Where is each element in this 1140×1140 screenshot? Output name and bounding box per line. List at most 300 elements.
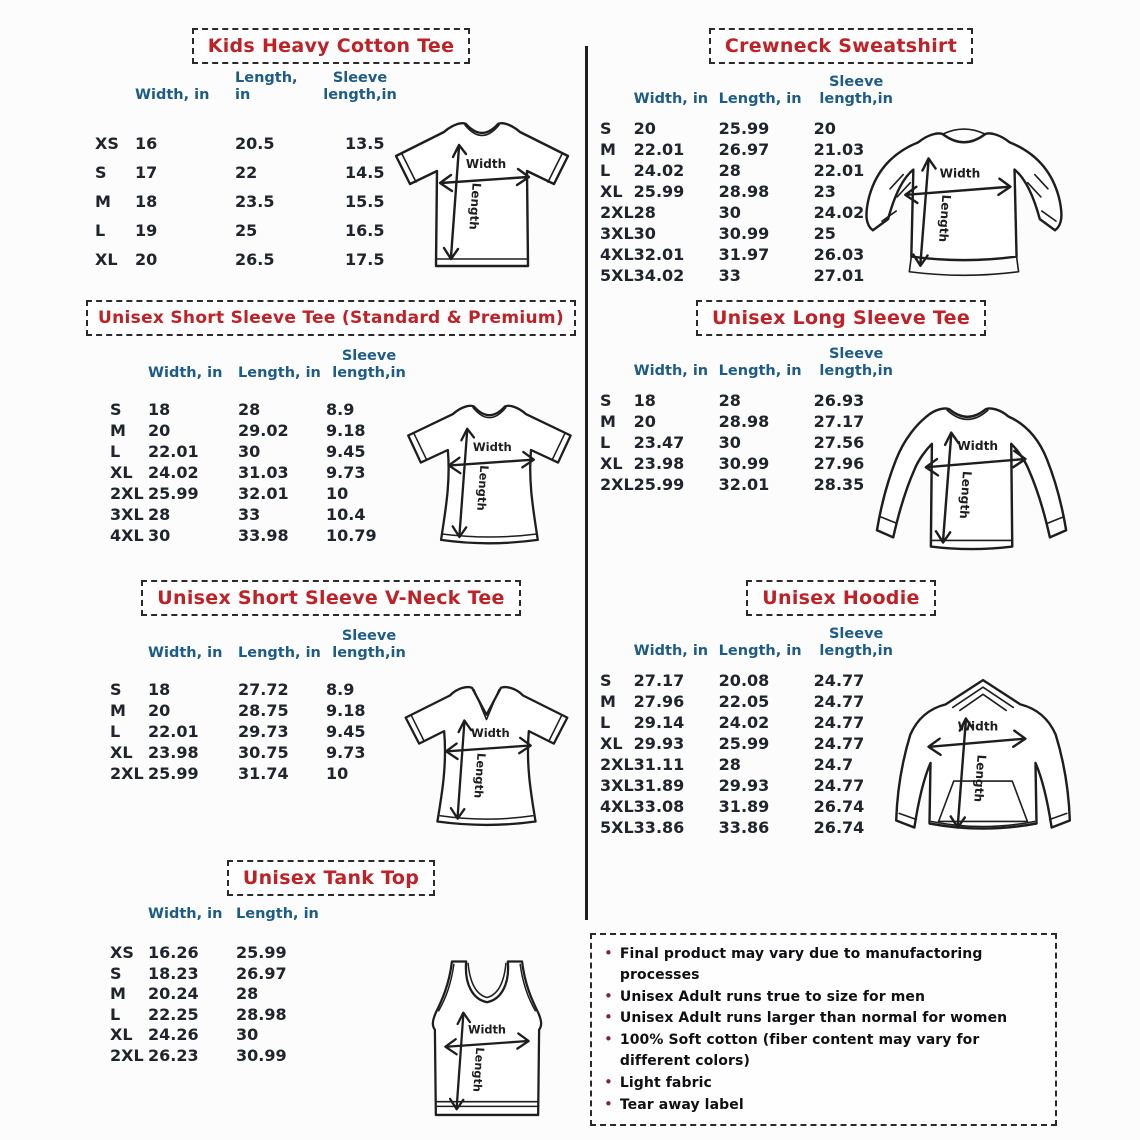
measurement-value: 28 bbox=[718, 391, 741, 411]
measurement-value: 18 bbox=[148, 680, 171, 700]
section-title: Unisex Short Sleeve V-Neck Tee bbox=[141, 580, 520, 616]
measurement-value: 30.75 bbox=[238, 743, 289, 763]
size-label: L bbox=[110, 442, 121, 462]
size-label: L bbox=[95, 221, 106, 241]
table-row bbox=[600, 244, 899, 265]
size-label: S bbox=[95, 163, 107, 183]
column-header: Width, in bbox=[148, 644, 223, 661]
measurement-value: 10 bbox=[326, 764, 349, 784]
measurement-value: 16.26 bbox=[148, 943, 199, 963]
size-label: XL bbox=[600, 454, 623, 474]
measurement-value: 32.01 bbox=[633, 245, 685, 265]
size-label: L bbox=[110, 722, 121, 742]
section-unisex-short-sleeve-tee bbox=[85, 300, 577, 572]
table-row bbox=[110, 420, 412, 441]
section-title: Unisex Short Sleeve Tee (Standard & Premium) bbox=[86, 300, 576, 336]
measurement-value: 8.9 bbox=[326, 400, 355, 420]
measurement-value: 24.02 bbox=[633, 161, 685, 181]
measurement-value: 26.03 bbox=[813, 245, 865, 265]
header-row bbox=[600, 74, 899, 118]
measurement-value: 26.97 bbox=[718, 140, 770, 160]
measurement-value: 22.01 bbox=[148, 442, 199, 462]
hoodie-table bbox=[600, 626, 899, 838]
column-header: Width, in bbox=[148, 906, 223, 922]
measurement-value: 28.98 bbox=[236, 1004, 287, 1024]
width-arrow-label: Width bbox=[471, 725, 510, 740]
measurement-value: 16.5 bbox=[345, 221, 385, 241]
table-row bbox=[600, 796, 899, 817]
corner-cell bbox=[110, 906, 148, 943]
hoodie-illustration bbox=[877, 672, 1089, 869]
width-arrow-label: Width bbox=[467, 1022, 507, 1037]
measurement-value: 17 bbox=[135, 163, 158, 183]
kids-tee-table bbox=[95, 70, 403, 274]
measurement-value: 27.96 bbox=[813, 454, 865, 474]
column-header: Width, in bbox=[633, 362, 709, 379]
measurement-value: 24.77 bbox=[813, 692, 865, 712]
size-label: 2XL bbox=[110, 484, 144, 504]
measurement-value: 33.98 bbox=[238, 526, 289, 546]
width-arrow-label: Width bbox=[465, 157, 507, 171]
table-row bbox=[600, 265, 899, 286]
measurement-value: 20 bbox=[813, 119, 836, 139]
measurement-value: 25.99 bbox=[148, 484, 199, 504]
crewneck-table bbox=[600, 74, 899, 286]
measurement-value: 29.93 bbox=[633, 734, 685, 754]
note-item bbox=[604, 986, 1045, 1008]
measurement-value: 20 bbox=[633, 119, 656, 139]
table-row bbox=[110, 721, 412, 742]
size-label: 3XL bbox=[600, 776, 634, 796]
column-header: Sleeve length,in bbox=[323, 70, 397, 103]
measurement-value: 30.99 bbox=[718, 454, 770, 474]
measurement-value: 25 bbox=[235, 221, 258, 241]
note-text: Unisex Adult runs larger than normal for women bbox=[619, 1010, 1008, 1027]
section-title-row bbox=[595, 580, 1087, 616]
measurement-value: 28 bbox=[718, 161, 741, 181]
size-label: 4XL bbox=[110, 526, 144, 546]
size-table bbox=[110, 348, 412, 546]
size-label: 2XL bbox=[600, 475, 634, 495]
measurement-value: 23.5 bbox=[235, 192, 275, 212]
sweatshirt-illustration bbox=[857, 122, 1081, 294]
table-row bbox=[600, 160, 899, 181]
column-header: Sleeve length,in bbox=[819, 626, 893, 659]
measurement-value: 24.02 bbox=[813, 203, 865, 223]
corner-cell bbox=[600, 74, 634, 118]
measurement-value: 28.98 bbox=[718, 182, 770, 202]
size-label: 2XL bbox=[600, 755, 634, 775]
measurement-value: 26.5 bbox=[235, 250, 275, 270]
column-header: Length, in bbox=[718, 642, 802, 659]
column-header: Length, in bbox=[236, 906, 319, 922]
width-arrow-label: Width bbox=[939, 166, 981, 181]
measurement-value: 22.01 bbox=[813, 161, 865, 181]
size-label: 2XL bbox=[600, 203, 634, 223]
size-label: XL bbox=[110, 743, 133, 763]
width-arrow-label: Width bbox=[472, 439, 512, 454]
measurement-value: 23.47 bbox=[633, 433, 685, 453]
size-label: 2XL bbox=[110, 1045, 144, 1065]
column-header: Width, in bbox=[148, 364, 223, 381]
column-header: Length, in bbox=[718, 90, 802, 107]
width-arrow-label: Width bbox=[957, 438, 999, 453]
measurement-value: 25.99 bbox=[718, 119, 770, 139]
measurement-value: 24.77 bbox=[813, 671, 865, 691]
measurement-value: 21.03 bbox=[813, 140, 865, 160]
table-row bbox=[110, 1025, 326, 1046]
table-row bbox=[600, 691, 899, 712]
table-row bbox=[110, 441, 412, 462]
column-header: Length, in bbox=[235, 70, 298, 103]
header-row bbox=[600, 626, 899, 670]
column-header: Sleeve length,in bbox=[819, 346, 893, 379]
length-arrow-label: Length bbox=[971, 754, 989, 803]
size-label: L bbox=[600, 161, 611, 181]
table-row bbox=[110, 963, 326, 984]
measurement-value: 33 bbox=[718, 266, 741, 286]
measurement-value: 14.5 bbox=[345, 163, 385, 183]
measurement-value: 27.96 bbox=[633, 692, 685, 712]
section-title-row bbox=[595, 300, 1087, 336]
section-hoodie bbox=[595, 580, 1087, 870]
corner-cell bbox=[110, 348, 148, 399]
size-label: 5XL bbox=[600, 266, 634, 286]
table-row bbox=[600, 181, 899, 202]
measurement-value: 31.89 bbox=[718, 797, 770, 817]
section-title-row bbox=[85, 300, 577, 336]
measurement-value: 20.24 bbox=[148, 984, 199, 1004]
measurement-value: 18 bbox=[148, 400, 171, 420]
size-label: M bbox=[110, 984, 126, 1004]
measurement-value: 28.75 bbox=[238, 701, 289, 721]
measurement-value: 18 bbox=[633, 391, 656, 411]
measurement-value: 33 bbox=[238, 505, 261, 525]
measurement-value: 24.26 bbox=[148, 1025, 199, 1045]
size-label: XS bbox=[110, 943, 134, 963]
table-row bbox=[600, 118, 899, 139]
measurement-value: 28 bbox=[148, 505, 171, 525]
measurement-value: 26.74 bbox=[813, 818, 865, 838]
measurement-value: 24.77 bbox=[813, 776, 865, 796]
measurement-value: 24.02 bbox=[718, 713, 770, 733]
column-header: Width, in bbox=[633, 642, 709, 659]
table-row bbox=[110, 742, 412, 763]
size-label: XS bbox=[95, 134, 119, 154]
measurement-value: 26.93 bbox=[813, 391, 865, 411]
measurement-value: 19 bbox=[135, 221, 158, 241]
measurement-value: 23 bbox=[813, 182, 836, 202]
header-row bbox=[110, 348, 412, 399]
measurement-value: 25.99 bbox=[633, 182, 685, 202]
header-row bbox=[110, 906, 326, 943]
measurement-value: 28 bbox=[718, 755, 741, 775]
measurement-value: 9.45 bbox=[326, 722, 366, 742]
size-label: M bbox=[110, 701, 126, 721]
size-label: S bbox=[110, 963, 122, 983]
measurement-value: 32.01 bbox=[718, 475, 770, 495]
corner-cell bbox=[600, 626, 634, 670]
vneck-tee-table bbox=[110, 628, 412, 784]
note-text: Tear away label bbox=[619, 1096, 744, 1113]
table-row bbox=[95, 158, 403, 187]
size-table bbox=[110, 628, 412, 784]
note-item bbox=[604, 1072, 1045, 1094]
measurement-value: 9.18 bbox=[326, 421, 366, 441]
size-label: S bbox=[600, 119, 612, 139]
standard-tee-table bbox=[110, 348, 412, 546]
corner-cell bbox=[600, 346, 634, 390]
table-row bbox=[110, 1004, 326, 1025]
table-row bbox=[110, 1045, 326, 1066]
measurement-value: 9.73 bbox=[326, 743, 366, 763]
length-arrow-label: Length bbox=[471, 752, 489, 799]
note-text: Unisex Adult runs true to size for men bbox=[619, 988, 926, 1005]
size-label: M bbox=[600, 692, 616, 712]
table-row bbox=[110, 984, 326, 1005]
table-row bbox=[600, 775, 899, 796]
measurement-value: 26.74 bbox=[813, 797, 865, 817]
table-row bbox=[600, 223, 899, 244]
table-row bbox=[110, 700, 412, 721]
measurement-value: 25.99 bbox=[718, 734, 770, 754]
size-label: M bbox=[95, 192, 111, 212]
measurement-value: 23.98 bbox=[148, 743, 199, 763]
measurement-value: 23.98 bbox=[633, 454, 685, 474]
table-row bbox=[600, 754, 899, 775]
measurement-value: 20 bbox=[135, 250, 158, 270]
column-header: Sleeve length,in bbox=[332, 628, 406, 661]
table-row bbox=[95, 187, 403, 216]
measurement-value: 9.73 bbox=[326, 463, 366, 483]
measurement-value: 8.9 bbox=[326, 680, 355, 700]
measurement-value: 17.5 bbox=[345, 250, 385, 270]
measurement-value: 30 bbox=[238, 442, 261, 462]
measurement-value: 31.11 bbox=[633, 755, 685, 775]
section-title: Kids Heavy Cotton Tee bbox=[192, 28, 471, 64]
section-title-row bbox=[85, 860, 577, 896]
note-text: Final product may vary due to manufactoring processes bbox=[619, 946, 983, 983]
measurement-value: 33.86 bbox=[718, 818, 770, 838]
measurement-value: 20.08 bbox=[718, 671, 770, 691]
section-title-row bbox=[595, 28, 1087, 64]
measurement-value: 30.99 bbox=[236, 1045, 287, 1065]
measurement-value: 31.74 bbox=[238, 764, 289, 784]
note-item bbox=[604, 1029, 1045, 1072]
measurement-value: 18 bbox=[135, 192, 158, 212]
measurement-value: 24.02 bbox=[148, 463, 199, 483]
measurement-value: 29.93 bbox=[718, 776, 770, 796]
size-label: XL bbox=[600, 182, 623, 202]
section-crewneck-sweatshirt bbox=[595, 28, 1087, 294]
measurement-value: 28.35 bbox=[813, 475, 865, 495]
note-item bbox=[604, 1007, 1045, 1029]
bullet-dot: • bbox=[604, 944, 613, 962]
section-title: Unisex Hoodie bbox=[746, 580, 935, 616]
longsleeve-tee-illustration bbox=[853, 396, 1083, 574]
table-row bbox=[110, 504, 412, 525]
measurement-value: 29.14 bbox=[633, 713, 685, 733]
measurement-value: 20 bbox=[148, 421, 171, 441]
section-vneck-tee bbox=[85, 580, 577, 852]
column-header: Length, in bbox=[718, 362, 802, 379]
measurement-value: 29.73 bbox=[238, 722, 289, 742]
measurement-value: 10.4 bbox=[326, 505, 366, 525]
measurement-value: 9.18 bbox=[326, 701, 366, 721]
measurement-value: 25.99 bbox=[236, 943, 287, 963]
measurement-value: 20.5 bbox=[235, 134, 275, 154]
measurement-value: 28 bbox=[236, 984, 259, 1004]
size-label: XL bbox=[110, 463, 133, 483]
size-label: XL bbox=[110, 1025, 133, 1045]
size-table bbox=[110, 906, 326, 1066]
header-row bbox=[110, 628, 412, 679]
table-row bbox=[600, 712, 899, 733]
note-item bbox=[604, 943, 1045, 986]
measurement-value: 16 bbox=[135, 134, 158, 154]
bullet-dot: • bbox=[604, 986, 613, 1005]
size-label: L bbox=[110, 1004, 121, 1024]
size-table bbox=[600, 74, 899, 286]
size-label: M bbox=[600, 412, 616, 432]
measurement-value: 24.7 bbox=[813, 755, 854, 775]
table-row bbox=[600, 733, 899, 754]
measurement-value: 27.17 bbox=[813, 412, 865, 432]
section-title: Crewneck Sweatshirt bbox=[709, 28, 973, 64]
tshirt-illustration bbox=[387, 108, 577, 290]
measurement-value: 26.97 bbox=[236, 963, 287, 983]
product-notes-box bbox=[590, 933, 1057, 1126]
table-row bbox=[110, 763, 412, 784]
section-title: Unisex Long Sleeve Tee bbox=[696, 300, 986, 336]
corner-cell bbox=[110, 628, 148, 679]
section-kids-heavy-cotton-tee bbox=[85, 28, 577, 294]
vneck-tee-illustration bbox=[397, 672, 575, 846]
size-table bbox=[600, 626, 899, 838]
measurement-value: 18.23 bbox=[148, 963, 199, 983]
table-row bbox=[600, 817, 899, 838]
measurement-value: 31.89 bbox=[633, 776, 685, 796]
measurement-value: 22.01 bbox=[148, 722, 199, 742]
note-text: 100% Soft cotton (fiber content may vary for different colors) bbox=[619, 1032, 980, 1069]
length-arrow-label: Length bbox=[466, 182, 484, 231]
measurement-value: 9.45 bbox=[326, 442, 366, 462]
width-arrow-label: Width bbox=[957, 719, 999, 734]
measurement-value: 29.02 bbox=[238, 421, 289, 441]
bullet-dot: • bbox=[604, 1094, 613, 1113]
fitted-tee-illustration bbox=[397, 392, 577, 566]
measurement-value: 31.97 bbox=[718, 245, 770, 265]
measurement-value: 13.5 bbox=[345, 134, 385, 154]
column-header: Width, in bbox=[633, 90, 709, 107]
measurement-value: 30 bbox=[236, 1025, 259, 1045]
size-label: M bbox=[110, 421, 126, 441]
measurement-value: 25.99 bbox=[148, 764, 199, 784]
measurement-value: 30 bbox=[718, 203, 741, 223]
column-divider bbox=[585, 46, 588, 920]
measurement-value: 15.5 bbox=[345, 192, 385, 212]
table-row bbox=[110, 462, 412, 483]
header-row bbox=[600, 346, 899, 390]
section-long-sleeve-tee bbox=[595, 300, 1087, 572]
table-row bbox=[600, 670, 899, 691]
size-label: XL bbox=[600, 734, 623, 754]
size-label: L bbox=[600, 433, 611, 453]
size-label: 4XL bbox=[600, 797, 634, 817]
measurement-value: 10 bbox=[326, 484, 349, 504]
measurement-value: 20 bbox=[148, 701, 171, 721]
measurement-value: 27.56 bbox=[813, 433, 865, 453]
measurement-value: 10.79 bbox=[326, 526, 377, 546]
size-label: XL bbox=[95, 250, 118, 270]
bullet-dot: • bbox=[604, 1008, 613, 1027]
length-arrow-label: Length bbox=[474, 464, 492, 512]
measurement-value: 27.01 bbox=[813, 266, 865, 286]
header-row bbox=[95, 70, 403, 129]
table-row bbox=[95, 245, 403, 274]
measurement-value: 28 bbox=[633, 203, 656, 223]
column-header: Sleeve length,in bbox=[332, 348, 406, 381]
measurement-value: 30 bbox=[633, 224, 656, 244]
column-header: Width, in bbox=[135, 86, 210, 103]
measurement-value: 22.05 bbox=[718, 692, 770, 712]
size-label: S bbox=[600, 391, 612, 411]
table-row bbox=[95, 129, 403, 158]
size-label: M bbox=[600, 140, 616, 160]
table-row bbox=[110, 525, 412, 546]
measurement-value: 34.02 bbox=[633, 266, 685, 286]
size-label: 4XL bbox=[600, 245, 634, 265]
tank-top-table bbox=[110, 906, 326, 1066]
table-row bbox=[600, 202, 899, 223]
measurement-value: 22.25 bbox=[148, 1004, 199, 1024]
size-label: 2XL bbox=[110, 764, 144, 784]
section-title-row bbox=[85, 28, 577, 64]
table-row bbox=[110, 679, 412, 700]
size-label: 5XL bbox=[600, 818, 634, 838]
table-row bbox=[110, 483, 412, 504]
measurement-value: 20 bbox=[633, 412, 656, 432]
measurement-value: 28.98 bbox=[718, 412, 770, 432]
corner-cell bbox=[95, 70, 135, 129]
measurement-value: 25 bbox=[813, 224, 836, 244]
tank-top-illustration bbox=[425, 952, 549, 1132]
measurement-value: 30 bbox=[148, 526, 171, 546]
size-table bbox=[95, 70, 403, 274]
measurement-value: 25.99 bbox=[633, 475, 685, 495]
length-arrow-label: Length bbox=[936, 194, 954, 243]
table-row bbox=[95, 216, 403, 245]
measurement-value: 24.77 bbox=[813, 734, 865, 754]
measurement-value: 27.72 bbox=[238, 680, 289, 700]
measurement-value: 30.99 bbox=[718, 224, 770, 244]
size-label: 3XL bbox=[110, 505, 144, 525]
measurement-value: 26.23 bbox=[148, 1045, 199, 1065]
size-label: 3XL bbox=[600, 224, 634, 244]
size-label: L bbox=[600, 713, 611, 733]
section-tank-top bbox=[85, 860, 577, 1136]
size-label: S bbox=[600, 671, 612, 691]
table-row bbox=[110, 943, 326, 964]
column-header: Length, in bbox=[238, 644, 321, 661]
length-arrow-label: Length bbox=[470, 1046, 488, 1093]
note-item bbox=[604, 1094, 1045, 1116]
table-row bbox=[110, 399, 412, 420]
size-label: S bbox=[110, 680, 122, 700]
bullet-dot: • bbox=[604, 1072, 613, 1091]
measurement-value: 22 bbox=[235, 163, 258, 183]
measurement-value: 32.01 bbox=[238, 484, 289, 504]
